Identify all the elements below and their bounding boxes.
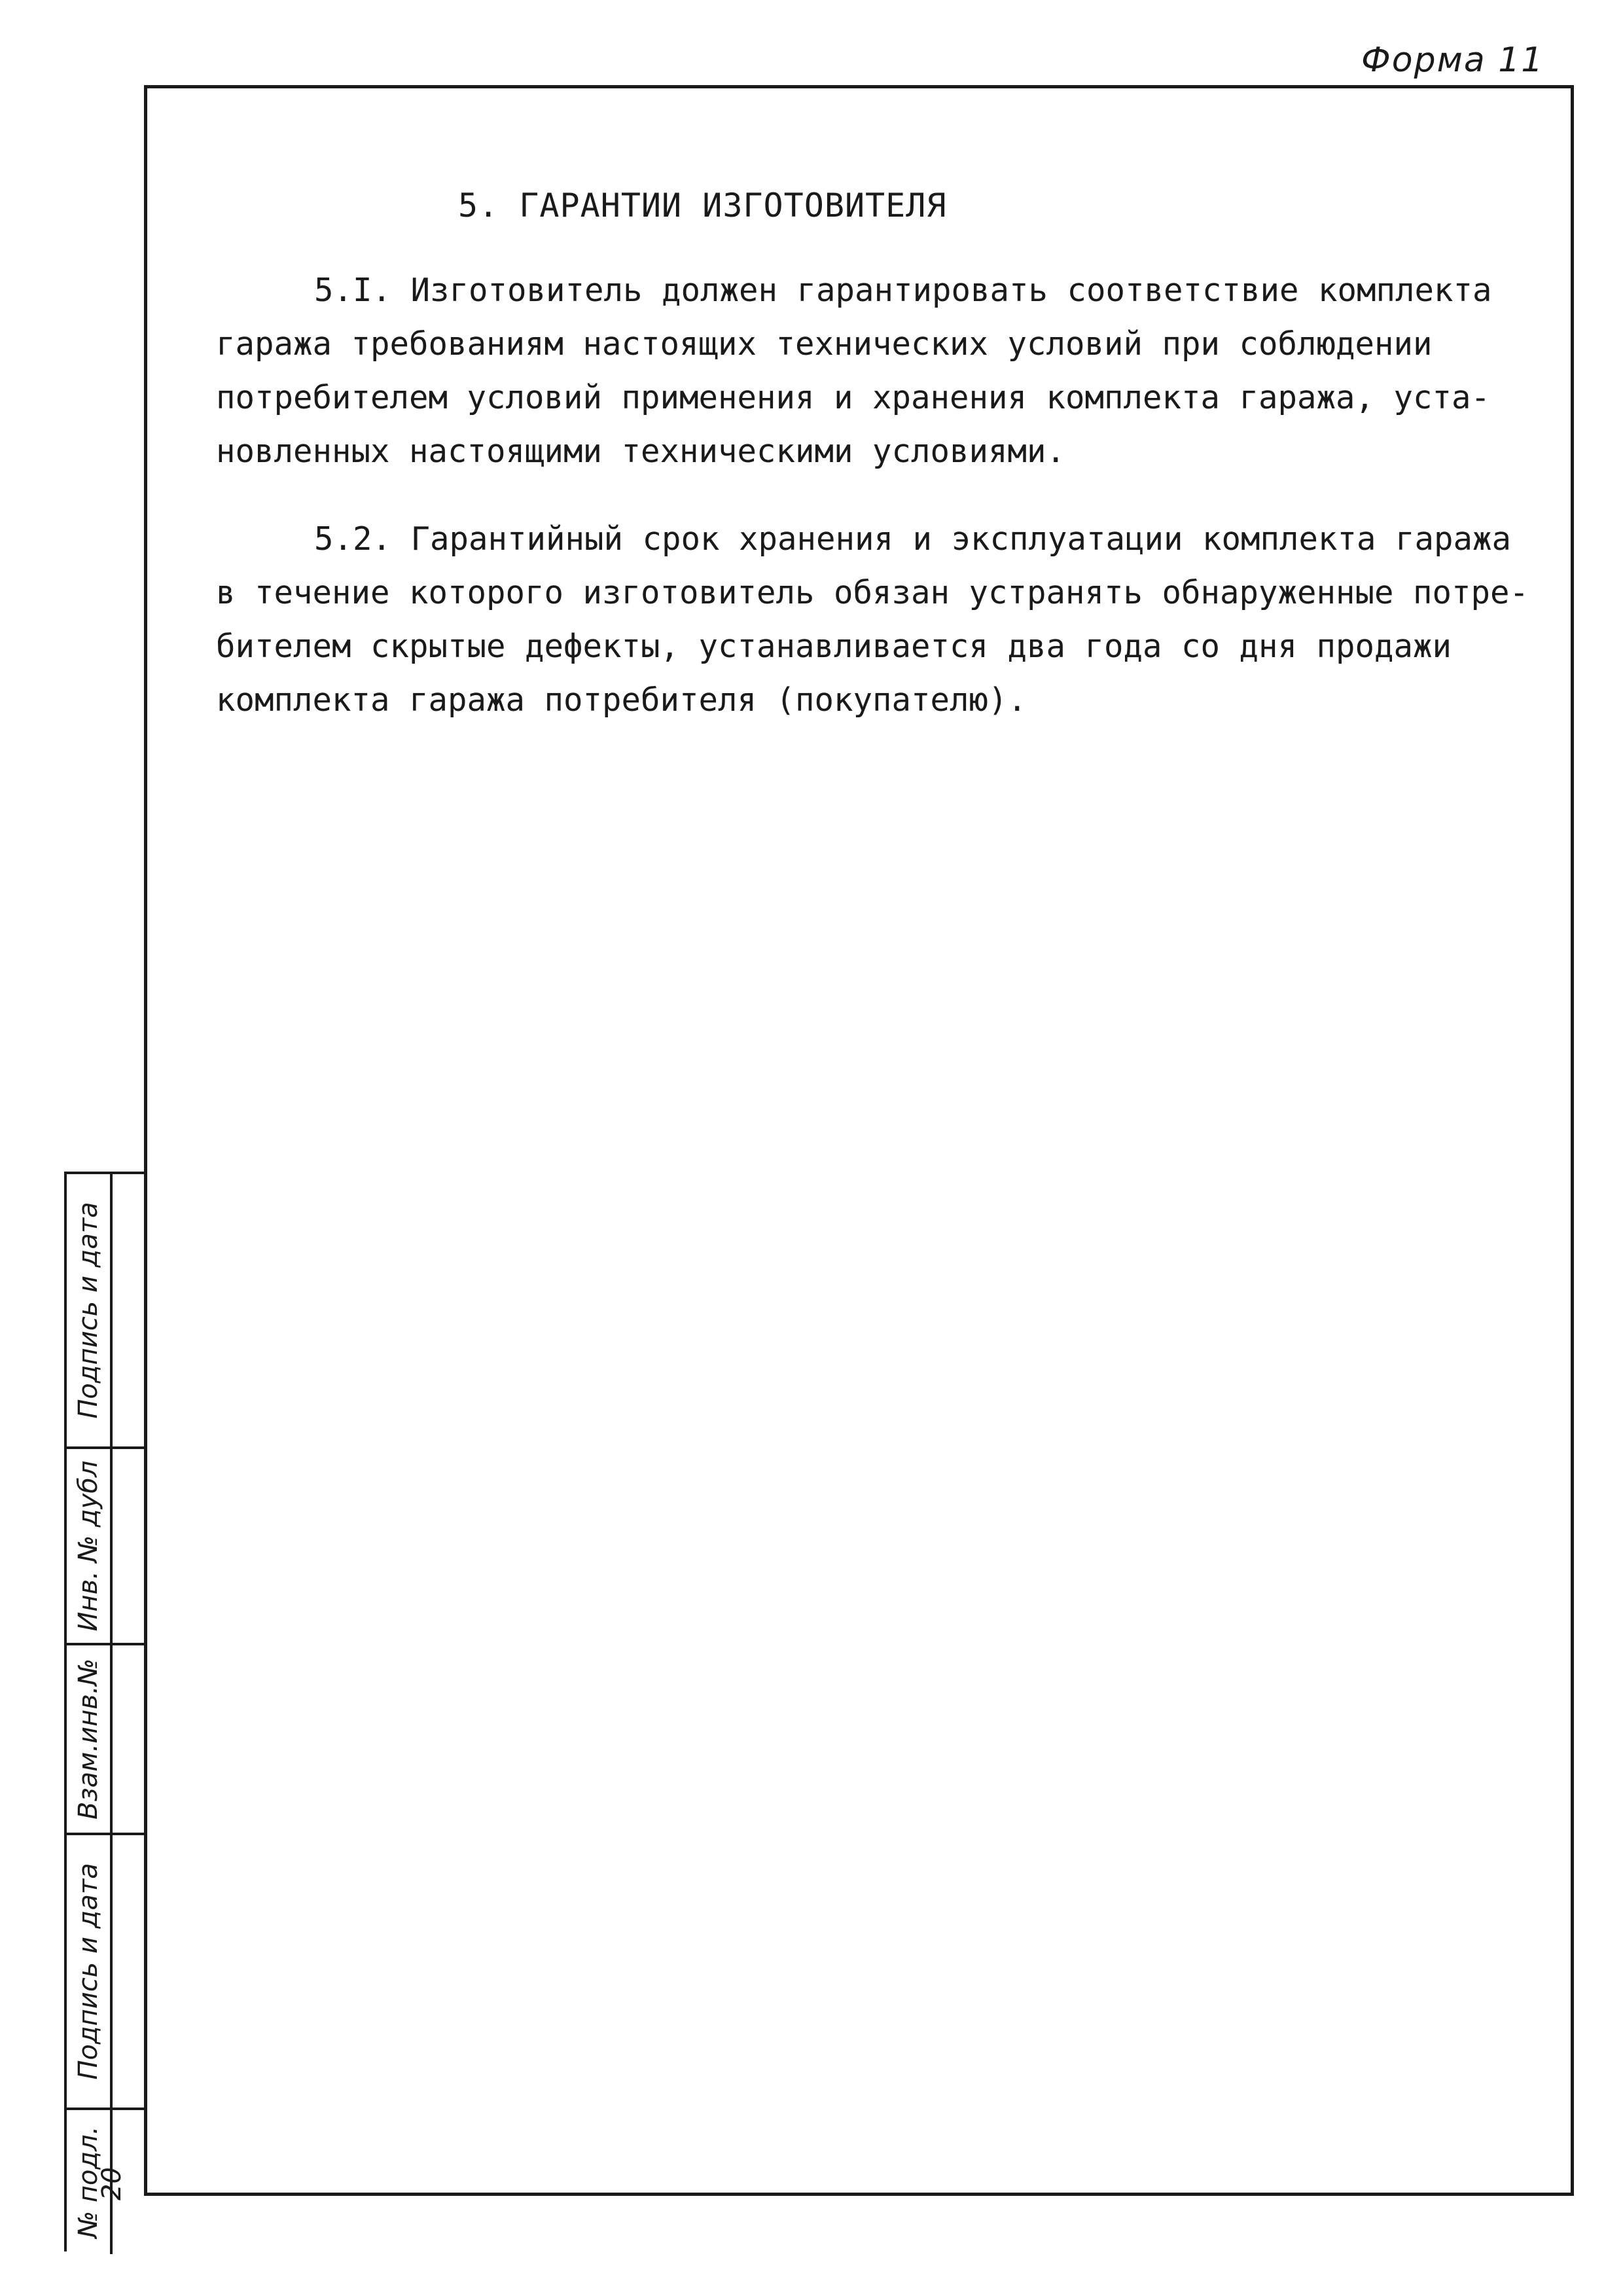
strip-cell-signature-date-bottom: Подпись и дата bbox=[67, 1835, 113, 2110]
margin-stamp-strip bbox=[64, 1172, 144, 2251]
strip-cell-signature-date-top: Подпись и дата bbox=[67, 1174, 113, 1449]
strip-bottom-mark: 20 bbox=[97, 2167, 127, 2200]
strip-cell-empty bbox=[113, 1645, 147, 1835]
section-title: 5. ГАРАНТИИ ИЗГОТОВИТЕЛЯ bbox=[458, 187, 947, 224]
strip-cell-empty bbox=[113, 1174, 147, 1449]
paragraph-5-1: 5.I. Изготовитель должен гарантировать соответствие комплекта гаража требованиям настоящих технических условий при соблюдении потребителем условий применения и хранения комплекта гаража, уста- новленных настоящими техническими условиями. bbox=[216, 272, 1492, 470]
document-body bbox=[216, 187, 1564, 761]
strip-cell-empty bbox=[113, 1449, 147, 1645]
strip-cell-replacement-inv: Взам.инв.№ bbox=[67, 1645, 113, 1835]
strip-cell-original-no: № подл. bbox=[67, 2110, 113, 2254]
strip-cell-empty bbox=[113, 1835, 147, 2110]
paragraph-5-2: 5.2. Гарантийный срок хранения и эксплуатации комплекта гаража в течение которого изготовитель обязан устранять обнаруженные потре- бителем скрытые дефекты, устанавливается два года со дня продажи комплекта гаража потребителя (покупателю). bbox=[216, 520, 1529, 719]
strip-cell-duplicate-inv: Инв. № дубл bbox=[67, 1449, 113, 1645]
form-number-label: Форма 11 bbox=[1361, 41, 1544, 80]
